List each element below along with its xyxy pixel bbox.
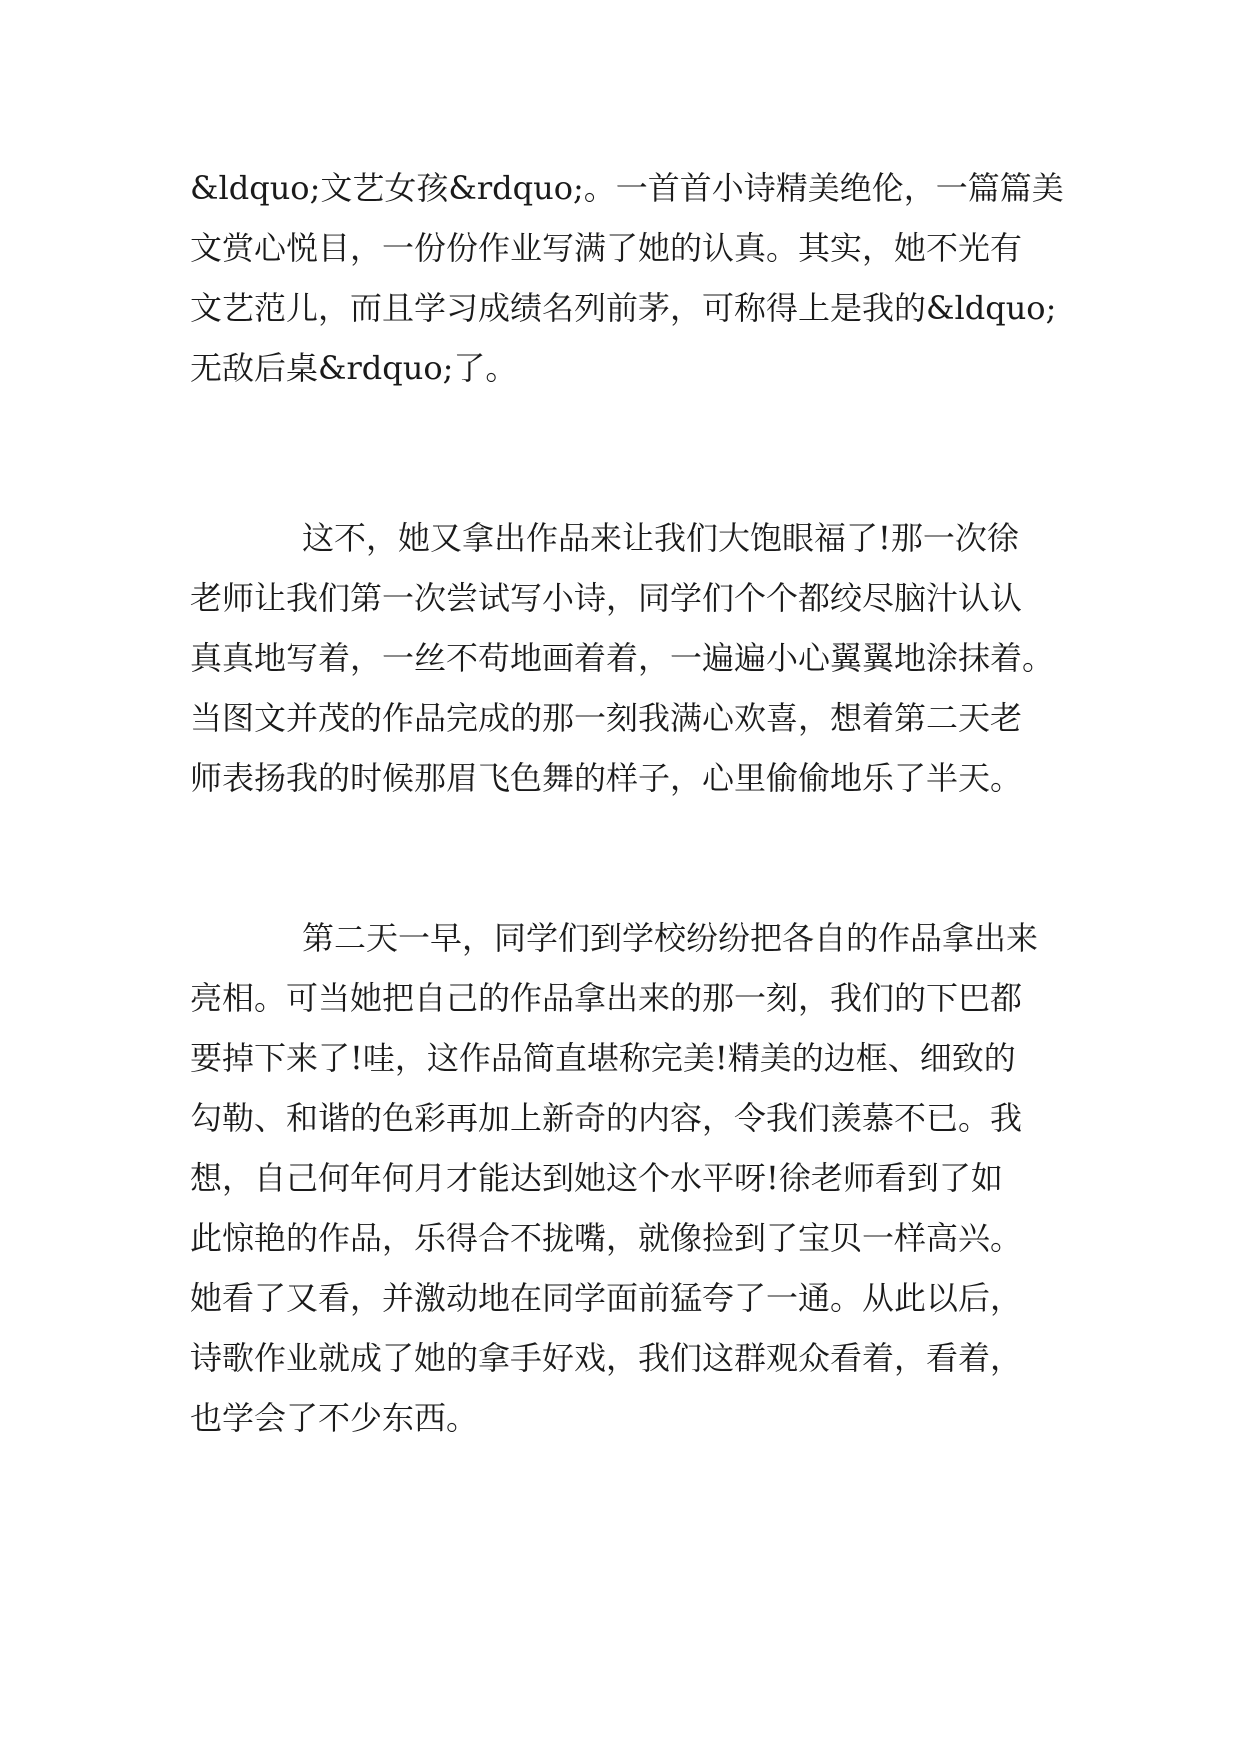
text-line: 勾勒、和谐的色彩再加上新奇的内容，令我们羡慕不已。我 bbox=[190, 1099, 1023, 1137]
text-line: 师表扬我的时候那眉飞色舞的样子，心里偷偷地乐了半天。 bbox=[190, 759, 1023, 797]
text-line: 当图文并茂的作品完成的那一刻我满心欢喜，想着第二天老 bbox=[190, 699, 1023, 737]
text-line: 文艺范儿，而且学习成绩名列前茅，可称得上是我的&ldquo; bbox=[190, 289, 1057, 327]
text-line: 她看了又看，并激动地在同学面前猛夸了一通。从此以后， bbox=[190, 1279, 1023, 1317]
text-line: 此惊艳的作品，乐得合不拢嘴，就像捡到了宝贝一样高兴。 bbox=[190, 1219, 1023, 1257]
text-line: 也学会了不少东西。 bbox=[190, 1399, 479, 1437]
text-line: 无敌后桌&rdquo;了。 bbox=[190, 349, 518, 387]
text-line: &ldquo;文艺女孩&rdquo;。一首首小诗精美绝伦，一篇篇美 bbox=[190, 169, 1064, 207]
paragraph-1 bbox=[190, 158, 1070, 398]
text-line: 真真地写着，一丝不苟地画着着，一遍遍小心翼翼地涂抹着。 bbox=[190, 639, 1055, 677]
paragraph-3 bbox=[190, 908, 1070, 1448]
text-line: 想，自己何年何月才能达到她这个水平呀!徐老师看到了如 bbox=[190, 1159, 1003, 1197]
text-line: 文赏心悦目，一份份作业写满了她的认真。其实，她不光有 bbox=[190, 229, 1023, 267]
text-line: 老师让我们第一次尝试写小诗，同学们个个都绞尽脑汁认认 bbox=[190, 579, 1023, 617]
text-line-indented: 这不，她又拿出作品来让我们大饱眼福了!那一次徐 bbox=[302, 519, 1019, 557]
text-line: 亮相。可当她把自己的作品拿出来的那一刻，我们的下巴都 bbox=[190, 979, 1023, 1017]
paragraph-2 bbox=[190, 508, 1070, 808]
text-line: 要掉下来了!哇，这作品简直堪称完美!精美的边框、细致的 bbox=[190, 1039, 1016, 1077]
text-line-indented: 第二天一早，同学们到学校纷纷把各自的作品拿出来 bbox=[302, 919, 1039, 957]
text-line: 诗歌作业就成了她的拿手好戏，我们这群观众看着，看着， bbox=[190, 1339, 1023, 1377]
